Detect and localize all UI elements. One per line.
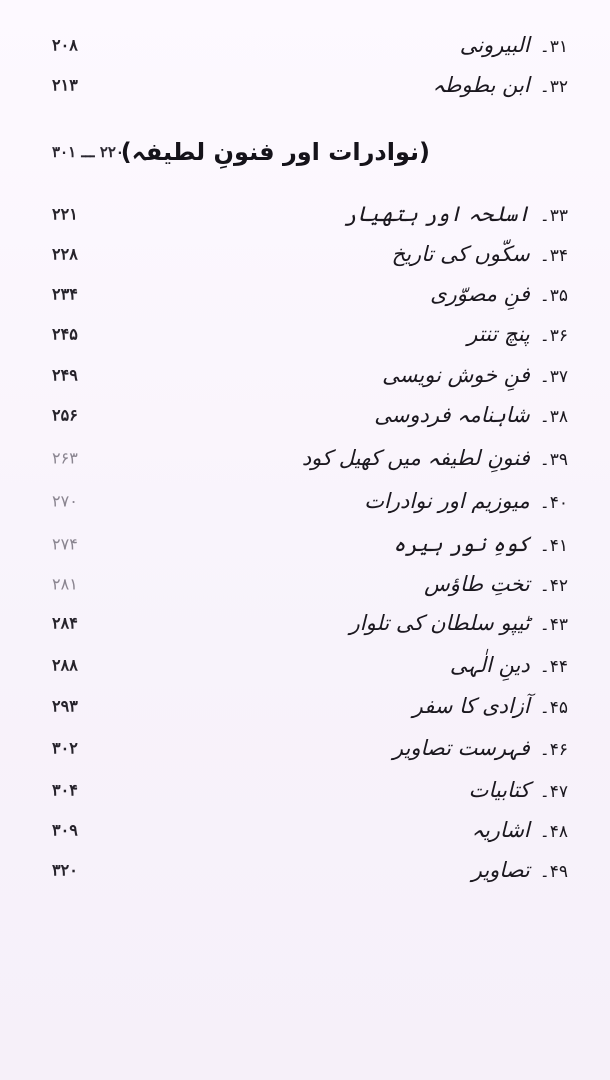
entry-title: ابن بطوطہ (432, 73, 530, 97)
entry-number: ۴۸۔ (539, 822, 568, 842)
toc-entry-36 (40, 316, 580, 352)
entry-title-group (350, 611, 568, 635)
toc-entry-44 (40, 647, 580, 683)
entry-title: کوہِ نور ہیرہ (393, 532, 530, 556)
entry-title-group (460, 33, 568, 57)
page-number: ۲۱۳ (52, 75, 78, 95)
entry-title: فہرست تصاویر (392, 736, 530, 760)
entry-title-group (467, 322, 568, 346)
entry-title: فنِ مصوّری (430, 282, 530, 306)
toc-entry-45 (40, 688, 580, 724)
toc-entry-47 (40, 772, 580, 808)
entry-title-group (450, 653, 568, 677)
entry-title: فنِ خوش نویسی (382, 363, 530, 387)
page-number: ۲۳۴ (52, 284, 78, 304)
section-page-range: ۲۲۰ ـــ ۳۰۱ (52, 143, 124, 161)
page-number: ۳۲۰ (52, 860, 78, 880)
toc-entry-42 (40, 566, 580, 602)
entry-title-group (472, 818, 568, 842)
toc-entry-35 (40, 276, 580, 312)
toc-entry-37 (40, 357, 580, 393)
entry-title: دینِ الٰہی (449, 653, 530, 677)
entry-title: اسلحہ اور ہتھیار (344, 202, 530, 226)
entry-title-group (413, 694, 568, 718)
entry-number: ۳۷۔ (539, 367, 568, 387)
toc-entry-34 (40, 236, 580, 272)
entry-title-group (393, 532, 568, 556)
entry-number: ۳۹۔ (539, 450, 568, 470)
entry-number: ۴۴۔ (539, 657, 568, 677)
entry-title: کتابیات (468, 778, 530, 802)
toc-entry-40 (40, 483, 580, 519)
page-number: ۳۰۴ (52, 780, 78, 800)
entry-number: ۳۵۔ (539, 286, 568, 306)
entry-title: ٹیپو سلطان کی تلوار (349, 611, 530, 635)
page-number: ۳۰۹ (52, 820, 78, 840)
entry-title: میوزیم اور نوادرات (364, 489, 530, 513)
page-number: ۲۴۹ (52, 365, 78, 385)
entry-number: ۳۲۔ (539, 77, 568, 97)
page-number: ۲۸۱ (52, 574, 78, 594)
toc-entry-33 (40, 196, 580, 232)
toc-entry-41 (40, 526, 580, 562)
section-heading: (نوادرات اور فنونِ لطیفہ) (120, 138, 430, 166)
entry-number: ۴۳۔ (539, 615, 568, 635)
entry-title-group (430, 282, 568, 306)
entry-number: ۴۱۔ (539, 536, 568, 556)
entry-title: تختِ طاؤس (424, 572, 530, 596)
entry-title: فنونِ لطیفہ میں کھیل کود (301, 446, 530, 470)
page-number: ۲۷۴ (52, 534, 78, 554)
page-number: ۲۷۰ (52, 491, 78, 511)
section-header (40, 128, 580, 176)
toc-entry-49 (40, 852, 580, 888)
toc-entry-43 (40, 605, 580, 641)
toc-entry-46 (40, 730, 580, 766)
entry-title-group (392, 242, 568, 266)
entry-title: شاہنامہ فردوسی (374, 403, 530, 427)
toc-entry-38 (40, 397, 580, 433)
entry-number: ۴۶۔ (539, 740, 568, 760)
entry-title: آزادی کا سفر (412, 694, 530, 718)
entry-title: تصاویر (471, 858, 530, 882)
entry-number: ۳۴۔ (539, 246, 568, 266)
entry-number: ۴۹۔ (539, 862, 568, 882)
toc-entry-39 (40, 440, 580, 476)
entry-title-group (432, 73, 568, 97)
page-number: ۲۵۶ (52, 405, 78, 425)
entry-number: ۳۶۔ (539, 326, 568, 346)
entry-number: ۳۸۔ (539, 407, 568, 427)
entry-title-group (344, 202, 568, 226)
entry-title: اشاریہ (471, 818, 530, 842)
entry-number: ۳۱۔ (539, 37, 568, 57)
entry-title-group (424, 572, 568, 596)
page-number: ۳۰۲ (52, 738, 78, 758)
page-number: ۲۸۴ (52, 613, 78, 633)
toc-entry-48 (40, 812, 580, 848)
entry-title-group (374, 403, 568, 427)
entry-number: ۴۷۔ (539, 782, 568, 802)
entry-title: پنچ تنتر (467, 322, 530, 346)
page-number: ۲۲۸ (52, 244, 78, 264)
entry-number: ۳۳۔ (539, 206, 568, 226)
entry-number: ۴۰۔ (539, 493, 568, 513)
entry-number: ۴۵۔ (539, 698, 568, 718)
entry-title-group (393, 736, 568, 760)
page-number: ۲۶۳ (52, 448, 78, 468)
page-number: ۲۰۸ (52, 35, 78, 55)
entry-title-group (364, 489, 568, 513)
toc-entry-31 (40, 27, 580, 63)
page-number: ۲۲۱ (52, 204, 78, 224)
page-number: ۲۹۳ (52, 696, 78, 716)
page-number: ۲۴۵ (52, 324, 78, 344)
entry-title-group (302, 446, 568, 470)
entry-title-group (469, 778, 568, 802)
page-number: ۲۸۸ (52, 655, 78, 675)
toc-entry-32 (40, 67, 580, 103)
entry-title: البیرونی (459, 33, 530, 57)
entry-number: ۴۲۔ (539, 576, 568, 596)
entry-title-group (472, 858, 568, 882)
entry-title-group (382, 363, 568, 387)
entry-title: سکّوں کی تاریخ (391, 242, 530, 266)
